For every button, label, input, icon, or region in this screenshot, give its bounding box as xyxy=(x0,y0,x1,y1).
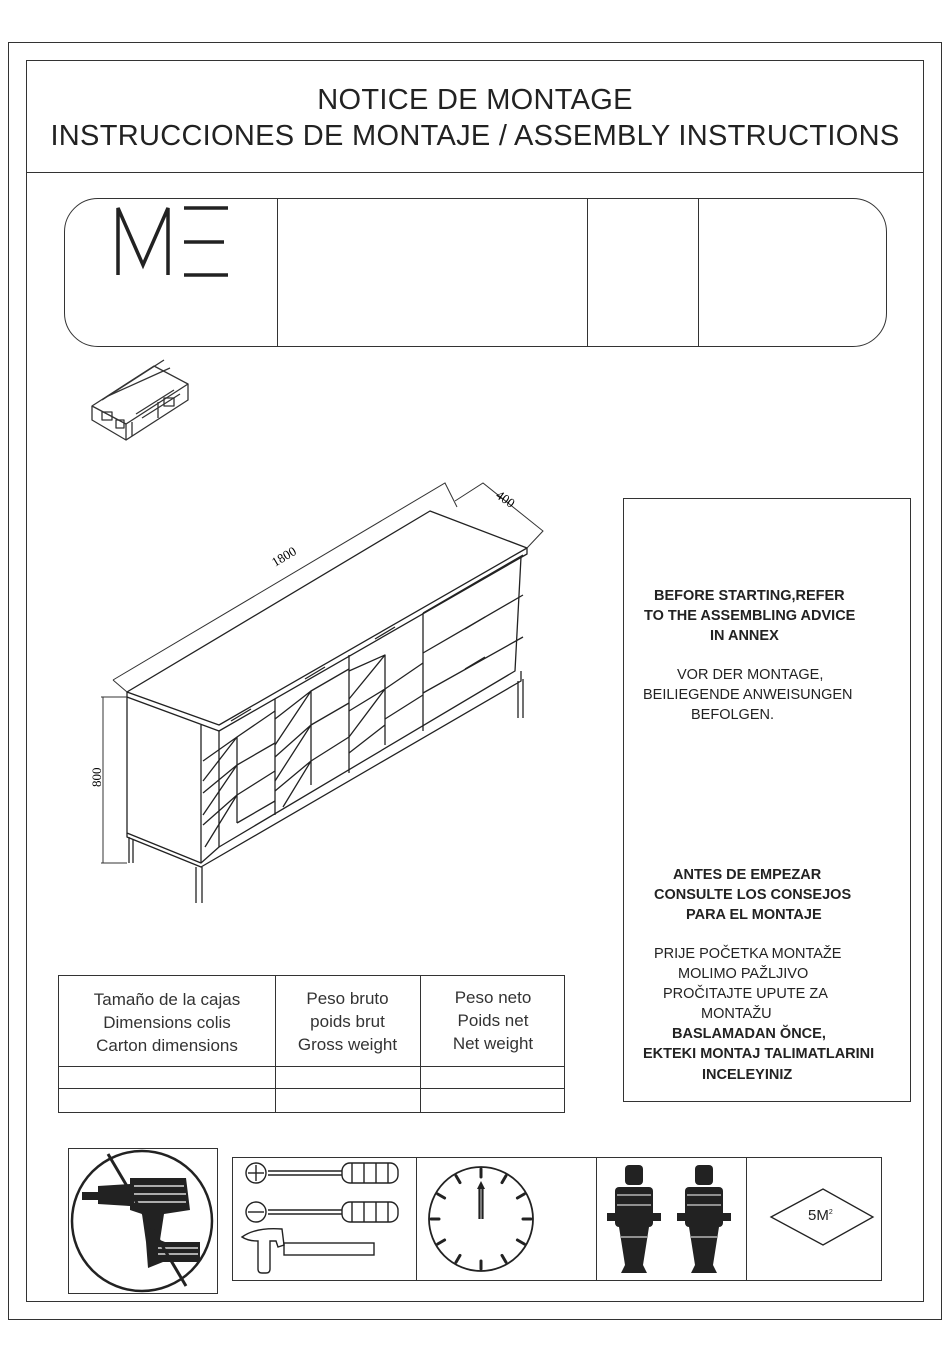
title-line-1: NOTICE DE MONTAGE xyxy=(317,84,633,116)
advice-tr-2: EKTEKI MONTAJ TALIMATLARINI xyxy=(643,1046,875,1062)
title-line-2: INSTRUCCIONES DE MONTAJE / ASSEMBLY INSTRUCTIONS xyxy=(50,120,900,152)
info-divider-3 xyxy=(698,199,699,346)
advice-es-3: PARA EL MONTAJE xyxy=(686,907,822,923)
package-icon xyxy=(88,362,192,446)
no-drill-icon xyxy=(68,1148,218,1294)
dim-height-label: 800 xyxy=(89,767,104,787)
info-divider-2 xyxy=(587,199,588,346)
screwdriver-hammer-icon xyxy=(232,1157,416,1281)
header-dimensions-en: Carton dimensions xyxy=(96,1036,238,1055)
work-area-value: 5M xyxy=(808,1207,829,1224)
header-gross-en: Gross weight xyxy=(297,1035,398,1054)
table-header-gross-weight xyxy=(275,987,420,1056)
advice-tr-1: BASLAMADAN ŎNCE, xyxy=(672,1026,826,1042)
advice-es-1: ANTES DE EMPEZAR xyxy=(673,867,822,883)
advice-en-3: IN ANNEX xyxy=(710,628,779,644)
advice-es-2: CONSULTE LOS CONSEJOS xyxy=(654,887,852,903)
package-table xyxy=(58,975,565,1113)
header-net-fr: Poids net xyxy=(457,1011,529,1030)
advice-en-2: TO THE ASSEMBLING ADVICE xyxy=(644,608,856,624)
table-row-divider-2 xyxy=(59,1088,564,1089)
header-net-es: Peso neto xyxy=(454,988,532,1007)
dim-depth-label: 400 xyxy=(493,487,518,511)
assembly-advice-box xyxy=(623,498,911,1102)
two-persons-icon xyxy=(595,1157,745,1281)
advice-en-1: BEFORE STARTING,REFER xyxy=(654,588,845,604)
info-divider-1 xyxy=(277,199,278,346)
advice-de-1: VOR DER MONTAGE, xyxy=(677,667,824,683)
advice-hr-1: PRIJE POČETKA MONTAŽE xyxy=(654,946,842,962)
advice-de-3: BEFOLGEN. xyxy=(691,707,774,723)
clock-icon xyxy=(415,1157,595,1281)
title-separator xyxy=(26,172,924,173)
work-area-exponent: 2 xyxy=(828,1209,833,1216)
work-area-label xyxy=(808,1207,838,1224)
table-header-dimensions xyxy=(59,988,275,1057)
dim-width-label: 1800 xyxy=(268,543,299,570)
advice-hr-2: MOLIMO PAŽLJIVO xyxy=(678,966,809,982)
header-dimensions-fr: Dimensions colis xyxy=(103,1013,231,1032)
table-header-net-weight xyxy=(420,986,566,1055)
top-surface xyxy=(127,511,527,725)
advice-tr-3: INCELEYINIZ xyxy=(702,1067,793,1083)
header-gross-fr: poids brut xyxy=(310,1012,385,1031)
advice-hr-4: MONTAŽU xyxy=(701,1006,772,1022)
table-row-divider-1 xyxy=(59,1066,564,1067)
header-dimensions-es: Tamaño de la cajas xyxy=(93,990,241,1009)
advice-de-2: BEILIEGENDE ANWEISUNGEN xyxy=(643,687,853,703)
header-gross-es: Peso bruto xyxy=(306,989,389,1008)
header-net-en: Net weight xyxy=(452,1034,534,1053)
brand-logo xyxy=(112,205,232,279)
advice-hr-3: PROČITAJTE UPUTE ZA xyxy=(663,986,828,1002)
sideboard-drawing xyxy=(85,475,555,910)
